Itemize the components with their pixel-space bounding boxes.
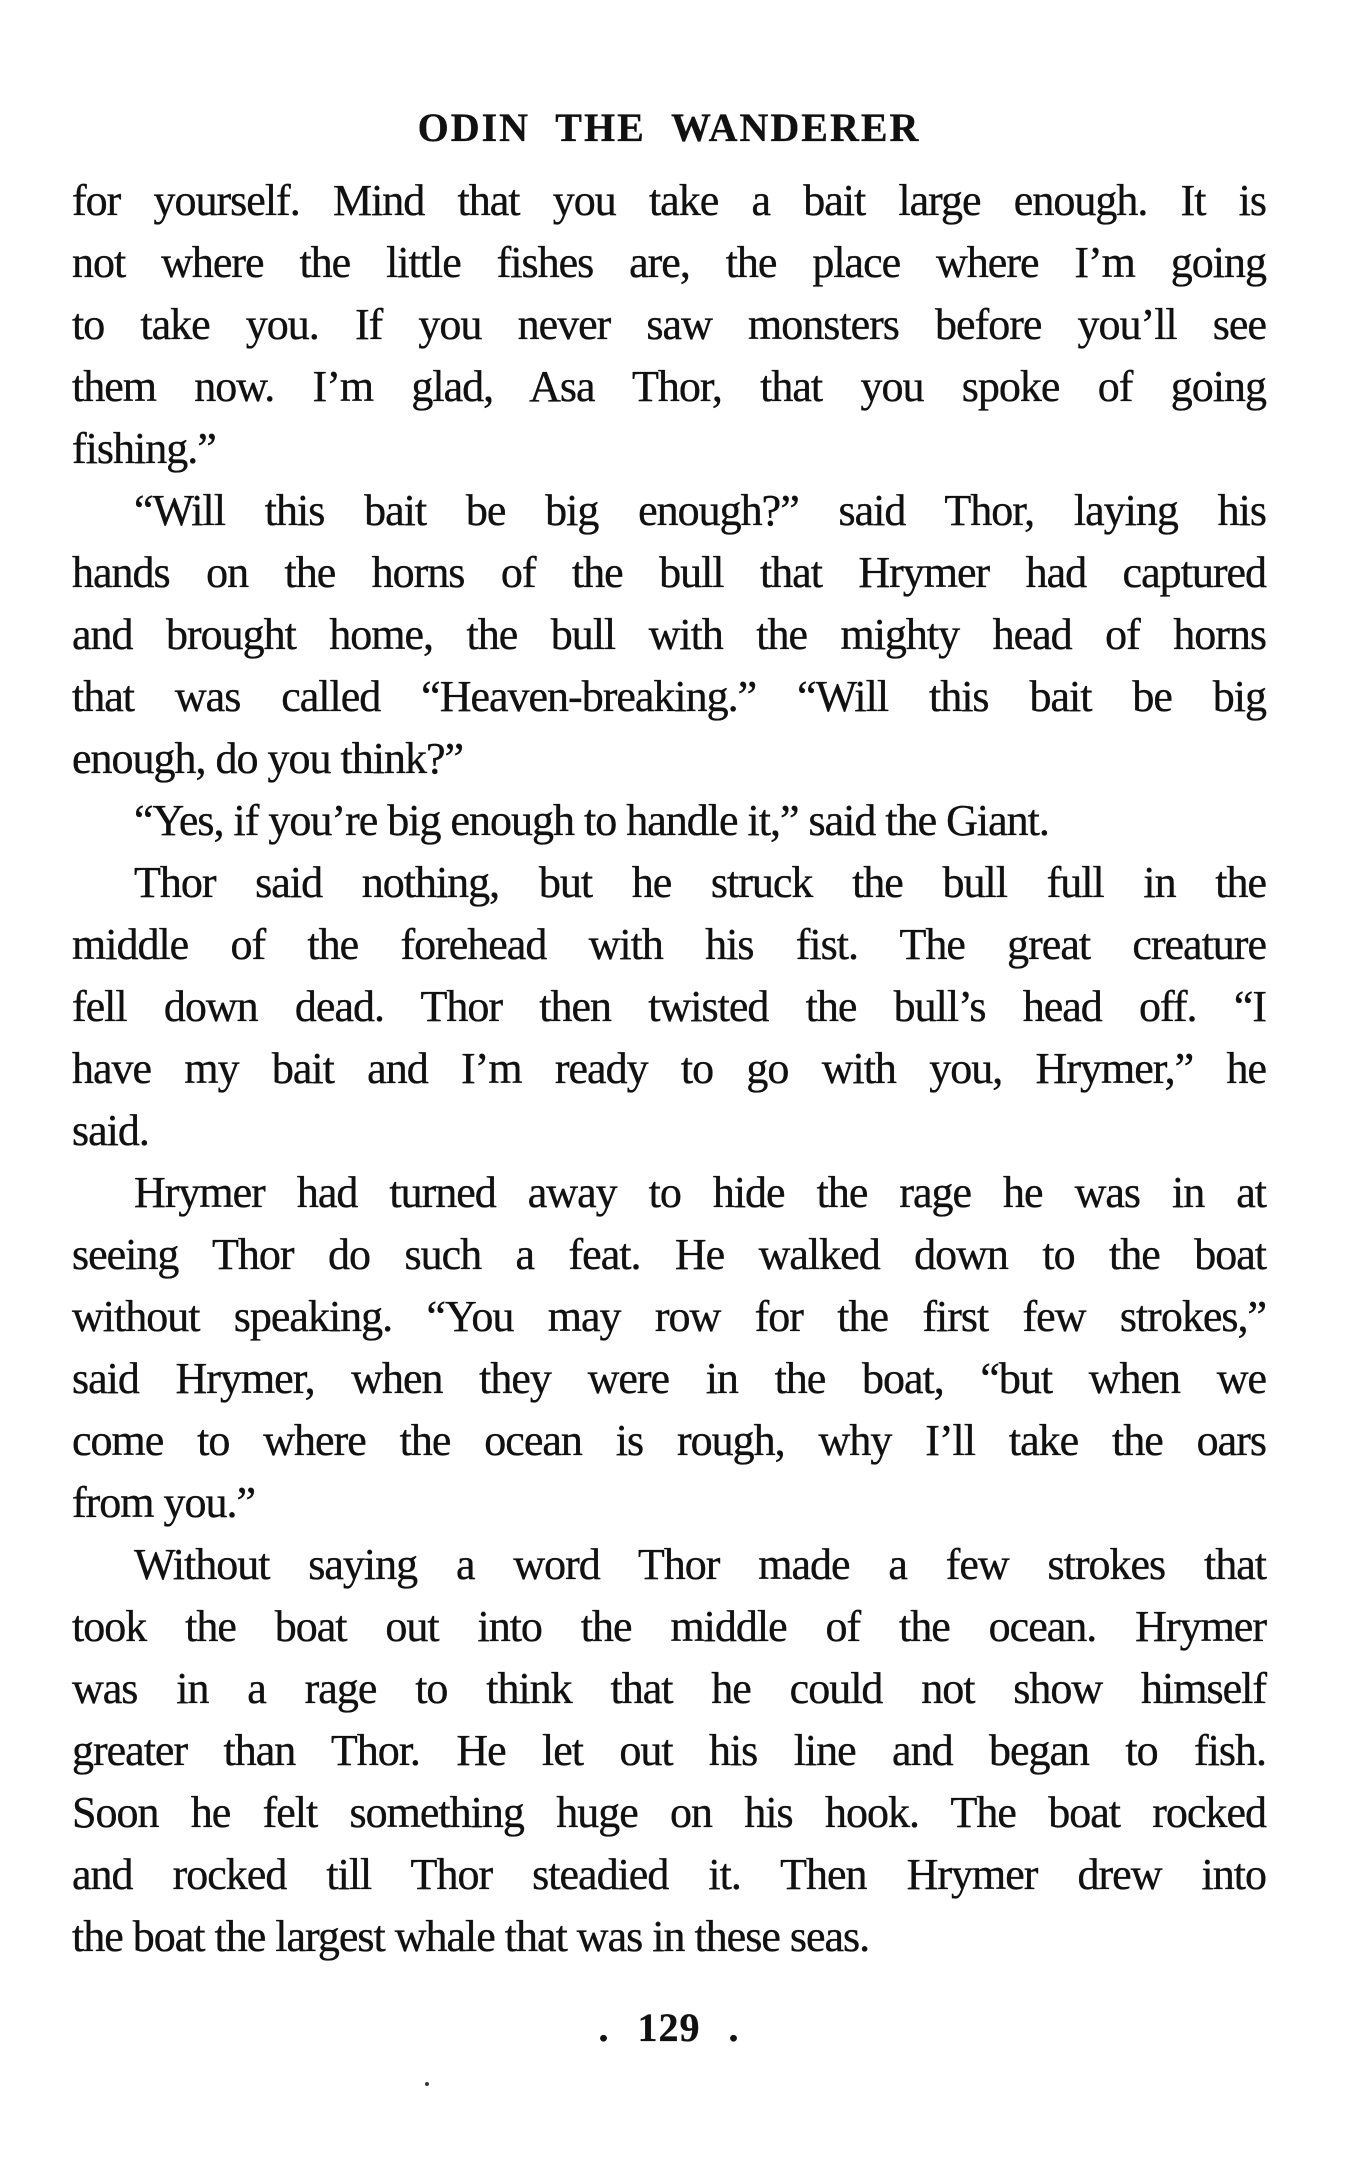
paragraph bbox=[72, 1534, 1266, 1968]
text-line: enough, do you think?” bbox=[72, 734, 464, 783]
text-line: to take you. If you never saw monsters before you’ll see bbox=[72, 300, 1266, 349]
paragraph bbox=[72, 480, 1266, 790]
text-line: middle of the forehead with his fist. The great creature bbox=[72, 920, 1266, 969]
paragraph bbox=[72, 790, 1266, 852]
text-line: have my bait and I’m ready to go with you, Hrymer,” he bbox=[72, 1044, 1266, 1093]
text-line: come to where the ocean is rough, why I’ll take the oars bbox=[72, 1416, 1266, 1465]
text-line: Thor said nothing, but he struck the bull full in the bbox=[134, 858, 1266, 907]
text-line: seeing Thor do such a feat. He walked down to the boat bbox=[72, 1230, 1266, 1279]
text-line: Hrymer had turned away to hide the rage he was in at bbox=[134, 1168, 1266, 1217]
text-line: “Will this bait be big enough?” said Thor, laying his bbox=[134, 486, 1266, 535]
paragraph bbox=[72, 852, 1266, 1162]
text-line: said. bbox=[72, 1106, 149, 1155]
text-line: hands on the horns of the bull that Hrymer had captured bbox=[72, 548, 1266, 597]
text-line: without speaking. “You may row for the first few strokes,” bbox=[72, 1292, 1266, 1341]
text-line: said Hrymer, when they were in the boat, “but when we bbox=[72, 1354, 1266, 1403]
page-number: . 129 . bbox=[598, 2005, 740, 2050]
text-line: fell down dead. Thor then twisted the bull’s head off. “I bbox=[72, 982, 1266, 1031]
text-line: that was called “Heaven-breaking.” “Will this bait be big bbox=[72, 672, 1266, 721]
text-line: was in a rage to think that he could not show himself bbox=[72, 1664, 1266, 1713]
text-line: greater than Thor. He let out his line and began to fish. bbox=[72, 1726, 1266, 1775]
scan-artifact-dot bbox=[425, 2082, 429, 2086]
text-line: took the boat out into the middle of the ocean. Hrymer bbox=[72, 1602, 1266, 1651]
text-line: Without saying a word Thor made a few strokes that bbox=[134, 1540, 1266, 1589]
text-line: Soon he felt something huge on his hook. The boat rocked bbox=[72, 1788, 1266, 1837]
text-line: not where the little fishes are, the place where I’m going bbox=[72, 238, 1266, 287]
text-line: for yourself. Mind that you take a bait large enough. It is bbox=[72, 176, 1266, 225]
text-line: and rocked till Thor steadied it. Then Hrymer drew into bbox=[72, 1850, 1266, 1899]
paragraph bbox=[72, 1162, 1266, 1534]
body-text bbox=[72, 170, 1266, 1968]
text-line: from you.” bbox=[72, 1478, 256, 1527]
text-line: them now. I’m glad, Asa Thor, that you spoke of going bbox=[72, 362, 1266, 411]
text-line: and brought home, the bull with the mighty head of horns bbox=[72, 610, 1266, 659]
chapter-header: ODIN THE WANDERER bbox=[417, 105, 921, 150]
paragraph bbox=[72, 170, 1266, 480]
text-line: fishing.” bbox=[72, 424, 216, 473]
text-line: “Yes, if you’re big enough to handle it,” said the Giant. bbox=[134, 796, 1049, 845]
text-line: the boat the largest whale that was in these seas. bbox=[72, 1912, 870, 1961]
